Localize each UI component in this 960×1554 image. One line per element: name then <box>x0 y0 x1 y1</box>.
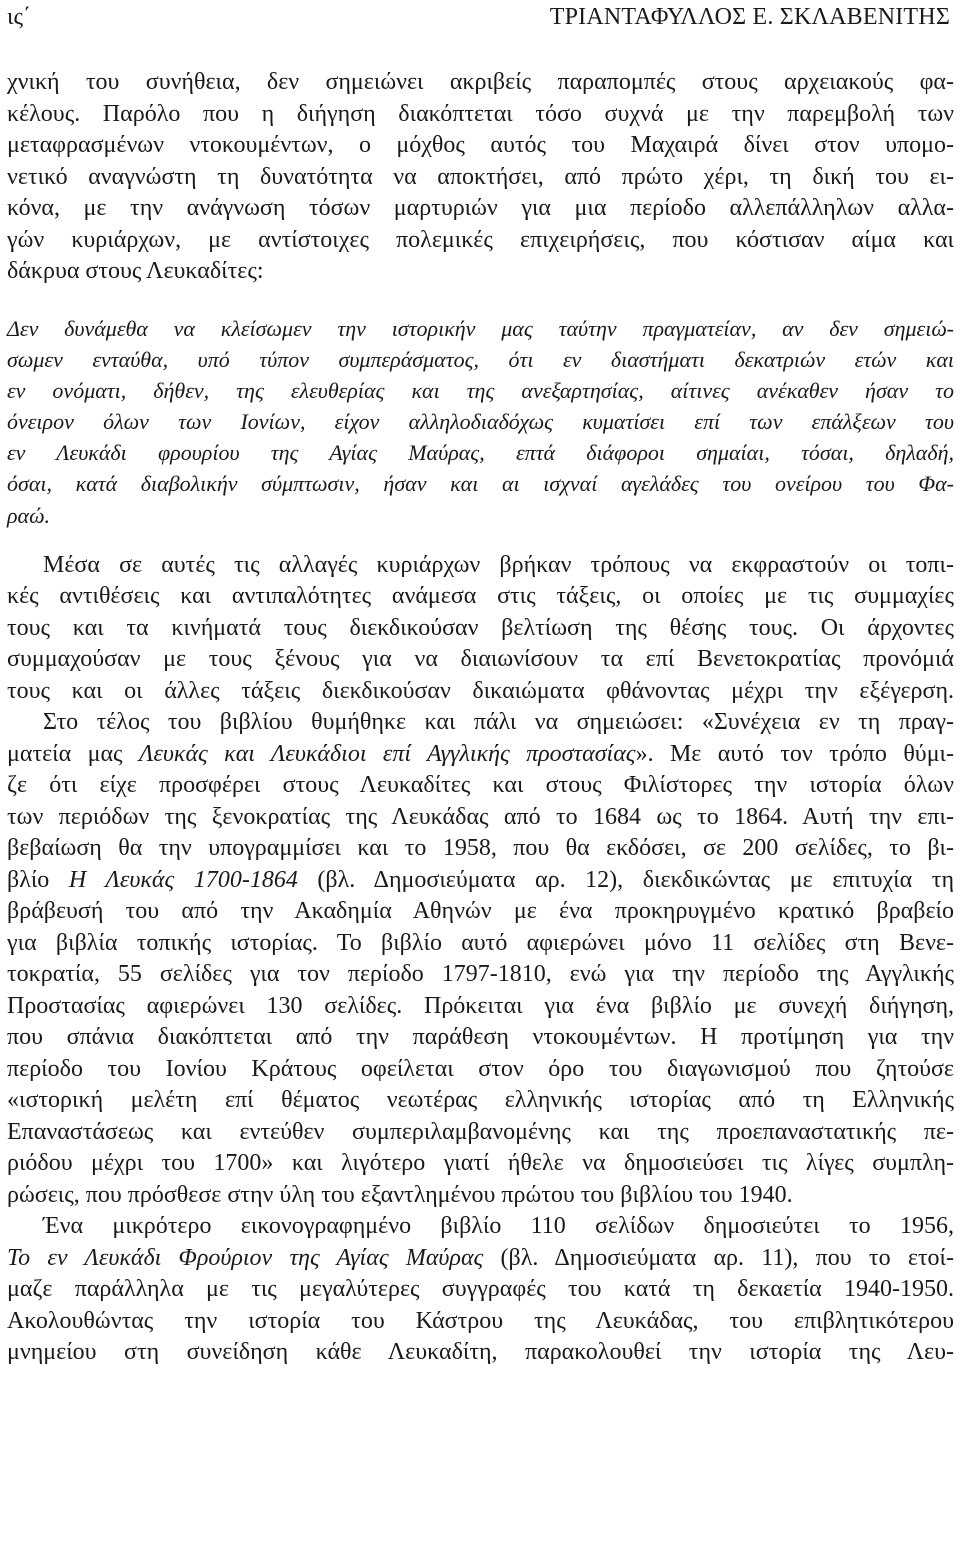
paragraph-2 <box>7 550 954 708</box>
text-line: μεταφρασμένων ντοκουμέντων, ο μόχθος αυτός του Μαχαιρά δίνει στον υπομο- <box>7 132 954 158</box>
text-line: ρώσεις, που πρόσθεσε στην ύλη του εξαντλημένου πρώτου του βιβλίου του 1940. <box>7 1181 793 1208</box>
text-line: τους και οι άλλες τάξεις διεκδικούσαν δικαιώματα φθάνοντας μέχρι την εξέγερση. <box>7 677 954 704</box>
text-line: Προστασίας αφιερώνει 130 σελίδες. Πρόκειται για ένα βιβλίο με συνεχή διήγηση, <box>7 992 954 1019</box>
body-text <box>7 67 954 1369</box>
text-line: των περιόδων της ξενοκρατίας της Λευκάδας από το 1684 ως το 1864. Αυτή την επι- <box>7 803 954 830</box>
text-line: χνική του συνήθεια, δεν σημειώνει ακριβείς παραπομπές στους αρχειακούς φα- <box>7 69 954 95</box>
text-line: για βιβλία τοπικής ιστορίας. Το βιβλίο αυτό αφιερώνει μόνο 11 σελίδες στη Βενε- <box>7 929 954 956</box>
text-line: μαζε παράλληλα με τις μεγαλύτερες συγγραφές του κατά τη δεκαετία 1940-1950. <box>7 1276 954 1303</box>
text-line: κέλους. Παρόλο που η διήγηση διακόπτεται τόσο συχνά με την παρεμβολή των <box>7 100 954 127</box>
quote-line: Δεν δυνάμεθα να κλείσωμεν την ιστορικήν μας ταύτην πραγματείαν, αν δεν σημειώ- <box>7 315 954 341</box>
text-line: Ακολουθώντας την ιστορία του Κάστρου της Λευκάδας, του επιβλητικότερου <box>7 1307 954 1334</box>
text-line: μνημείου στη συνείδηση κάθε Λευκαδίτη, παρακολουθεί την ιστορία της Λευ- <box>7 1339 954 1366</box>
text-run: βλίο <box>7 866 69 893</box>
text-line: γών κυριάρχων, με αντίστοιχες πολεμικές επιχειρήσεις, που κόστισαν αίμα και <box>7 226 954 253</box>
text-line: τους και τα κινήματά τους διεκδικούσαν βελτίωση της θέσης τους. Οι άρχοντες <box>7 614 954 641</box>
text-line: περίοδο του Ιονίου Κράτους οφείλεται στον όρο του διαγωνισμού που ζητούσε <box>7 1055 954 1082</box>
text-line: Στο τέλος του βιβλίου θυμήθηκε και πάλι να σημειώσει: «Συνέχεια εν τη πραγ- <box>43 709 954 736</box>
author-name: ΤΡΙΑΝΤΑΦΥΛΛΟΣ Ε. ΣΚΛΑΒΕΝΙΤΗΣ <box>549 4 950 30</box>
text-line: τοκρατία, 55 σελίδες για τον περίοδο 1797-1810, ενώ για την περίοδο της Αγγλικής <box>7 961 954 988</box>
text-line: νετικό αναγνώστη τη δυνατότητα να αποκτήσει, από πρώτο χέρι, τη δική του ει- <box>7 163 954 190</box>
text-line: συμμαχούσαν με τους ξένους για να διαιωνίσουν τα επί Βενετοκρατίας προνόμιά <box>7 646 954 673</box>
quote-line: εν Λευκάδι φρουρίου της Αγίας Μαύρας, επτά διάφοροι σημαίαι, τόσαι, δηλαδή, <box>7 440 954 466</box>
text-line <box>7 865 954 897</box>
block-quote <box>7 313 954 531</box>
text-line: δάκρυα στους Λευκαδίτες: <box>7 258 264 284</box>
paragraph-3 <box>7 707 954 1211</box>
text-run: (βλ. Δημοσιεύματα αρ. 12), διεκδικώντας με επιτυχία τη <box>297 866 954 893</box>
book-title: Το εν Λευκάδι Φρούριον της Αγίας Μαύρας <box>7 1244 484 1271</box>
quote-line: σωμεν ενταύθα, υπό τύπον συμπεράσματος, ότι εν διαστήματι δεκατριών ετών και <box>7 346 954 372</box>
text-line <box>7 1243 954 1275</box>
text-run: (βλ. Δημοσιεύματα αρ. 11), που το ετοί- <box>483 1244 954 1271</box>
text-line <box>7 739 954 771</box>
text-line: Μέσα σε αυτές τις αλλαγές κυριάρχων βρήκαν τρόπους να εκφραστούν οι τοπι- <box>43 551 954 578</box>
book-title: Λευκάς και Λευκάδιοι επί Αγγλικής προστασίας <box>138 740 636 767</box>
quote-line: όνειρον όλων των Ιονίων, είχον αλληλοδιαδόχως κυματίσει επί των επάλξεων του <box>7 409 954 435</box>
text-run: ». Με αυτό τον τρόπο θύμι- <box>635 740 955 767</box>
text-line: ζε ότι είχε προσφέρει στους Λευκαδίτες και στους Φιλίστορες την ιστορία όλων <box>7 772 954 799</box>
text-line: βεβαίωση θα την υπογραμμίσει και το 1958, που θα εκδόσει, σε 200 σελίδες, το βι- <box>7 835 954 862</box>
text-line: ριόδου μέχρι του 1700» και λιγότερο γιατί ήθελε να δημοσιεύσει τις λίγες συμπλη- <box>7 1150 954 1177</box>
running-head <box>7 2 954 32</box>
text-line: «ιστορική μελέτη επί θέματος νεωτέρας ελληνικής ιστορίας από τη Ελληνικής <box>7 1087 954 1114</box>
book-title: Η Λευκάς 1700-1864 <box>68 866 298 893</box>
text-line: Επαναστάσεως και εντεύθεν συμπεριλαμβανομένης και της προεπαναστατικής πε- <box>7 1118 954 1145</box>
page-number: ις΄ <box>7 4 31 30</box>
quote-line: εν ονόματι, δήθεν, της ελευθερίας και της ανεξαρτησίας, αίτινες ανέκαθεν ήσαν το <box>7 377 954 403</box>
text-run: ματεία μας <box>7 740 139 767</box>
text-line: Ένα μικρότερο εικονογραφημένο βιβλίο 110 σελίδων δημοσιεύτει το 1956, <box>43 1213 954 1240</box>
text-line: που σπάνια διακόπτεται από την παράθεση ντοκουμέντων. Η προτίμηση για την <box>7 1024 954 1051</box>
paragraph-1 <box>7 67 954 288</box>
text-line: κές αντιθέσεις και αντιπαλότητες ανάμεσα στις τάξεις, οι οποίες με τις συμμαχίες <box>7 583 954 610</box>
quote-line: όσαι, κατά διαβολικήν σύμπτωσιν, ήσαν και αι ισχναί αγελάδες του ονείρου του Φα- <box>7 471 954 497</box>
quote-line: ραώ. <box>7 502 50 528</box>
paragraph-4 <box>7 1211 954 1369</box>
text-line: κόνα, με την ανάγνωση τόσων μαρτυριών για μια περίοδο αλλεπάλληλων αλλα- <box>7 195 954 221</box>
text-line: βράβευσή του από την Ακαδημία Αθηνών με ένα προκηρυγμένο κρατικό βραβείο <box>7 898 954 925</box>
